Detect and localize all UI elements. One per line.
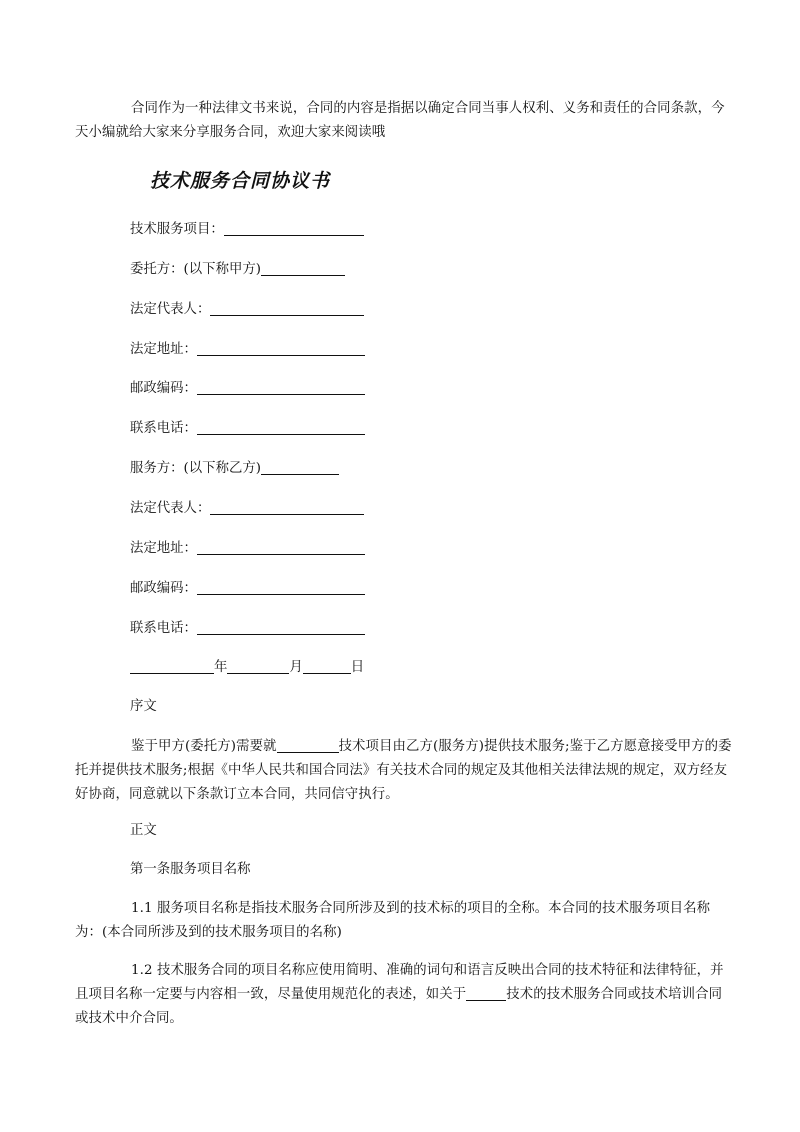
preface-text-1: 鉴于甲方(委托方)需要就: [131, 739, 277, 754]
date-day-blank[interactable]: [303, 658, 351, 674]
field-provider-postcode-blank[interactable]: [197, 579, 365, 595]
preface-paragraph: [75, 735, 735, 807]
field-provider-rep-blank[interactable]: [210, 499, 364, 515]
clause-1-2-text-1: 1.2 技术服务合同的项目名称应使用简明、准确的词句和语言反映出合同的技术特征和法律特征，并且项目名称一定要与内容相一致，尽量使用规范化的表述，如关于: [75, 963, 724, 1002]
field-provider-phone-label: 联系电话：: [130, 621, 197, 636]
preface-heading: 序文: [130, 699, 157, 714]
clause-1-2: [75, 959, 735, 1031]
field-client-postcode: [130, 379, 365, 399]
date-day-label: 日: [350, 660, 365, 675]
field-provider-address: [130, 539, 365, 559]
field-client-address-label: 法定地址：: [130, 342, 197, 357]
body-heading: 正文: [130, 823, 157, 838]
field-client-address-blank[interactable]: [197, 340, 365, 356]
field-provider-rep-label: 法定代表人：: [130, 501, 211, 516]
field-provider-postcode: [130, 579, 365, 599]
field-provider-phone-blank[interactable]: [197, 619, 365, 635]
field-provider-rep: [130, 499, 364, 519]
field-client-rep: [130, 300, 364, 320]
field-client-phone-label: 联系电话：: [130, 421, 197, 436]
date-month-label: 月: [289, 660, 303, 675]
date-line: [130, 658, 364, 678]
preface-text-2: 技术项目由乙方(服务方)提供技术服务;鉴于乙方愿意接受甲方的委托并提供技术服务;根据《中华人民共和国合同法》有关技术合同的规定及其他相关法律法规的规定，双方经友好协商，同意就以下条款订立本合同，共同信守执行。: [75, 739, 732, 802]
field-project-label: 技术服务项目：: [130, 222, 224, 237]
field-project-blank[interactable]: [224, 220, 364, 236]
field-client-phone-blank[interactable]: [197, 419, 365, 435]
clause-1-1: 1.1 服务项目名称是指技术服务合同所涉及到的技术标的项目的全称。本合同的技术服务项目名称为：(本合同所涉及到的技术服务项目的名称): [75, 901, 711, 940]
field-provider-address-blank[interactable]: [197, 539, 365, 555]
field-provider-postcode-label: 邮政编码：: [130, 581, 197, 596]
field-client-postcode-blank[interactable]: [197, 379, 365, 395]
clause-1-2-blank[interactable]: [466, 986, 506, 1001]
field-client-blank[interactable]: [261, 260, 345, 276]
preface-project-blank[interactable]: [277, 738, 339, 753]
clause-1-2-text-2: 技术的技术服务合同或技术培训合同或技术中介合同。: [75, 987, 723, 1026]
field-client-rep-blank[interactable]: [210, 300, 364, 316]
field-client-label: 委托方：(以下称甲方): [130, 262, 261, 277]
field-client: [130, 260, 345, 280]
date-year-blank[interactable]: [130, 658, 214, 674]
date-year-label: 年: [214, 660, 228, 675]
field-provider-address-label: 法定地址：: [130, 541, 197, 556]
intro-paragraph: 合同作为一种法律文书来说，合同的内容是指据以确定合同当事人权利、义务和责任的合同条款，今天小编就给大家来分享服务合同，欢迎大家来阅读哦: [75, 101, 725, 140]
document-title: 技术服务合同协议书: [150, 170, 331, 192]
article-1-heading: 第一条服务项目名称: [130, 862, 251, 877]
field-client-phone: [130, 419, 365, 439]
field-client-address: [130, 340, 365, 360]
field-provider-blank[interactable]: [261, 459, 339, 475]
field-provider-phone: [130, 619, 365, 639]
field-provider: [130, 459, 339, 479]
field-project: [130, 220, 364, 240]
field-client-postcode-label: 邮政编码：: [130, 381, 197, 396]
field-client-rep-label: 法定代表人：: [130, 302, 211, 317]
date-month-blank[interactable]: [227, 658, 289, 674]
field-provider-label: 服务方：(以下称乙方): [130, 461, 261, 476]
